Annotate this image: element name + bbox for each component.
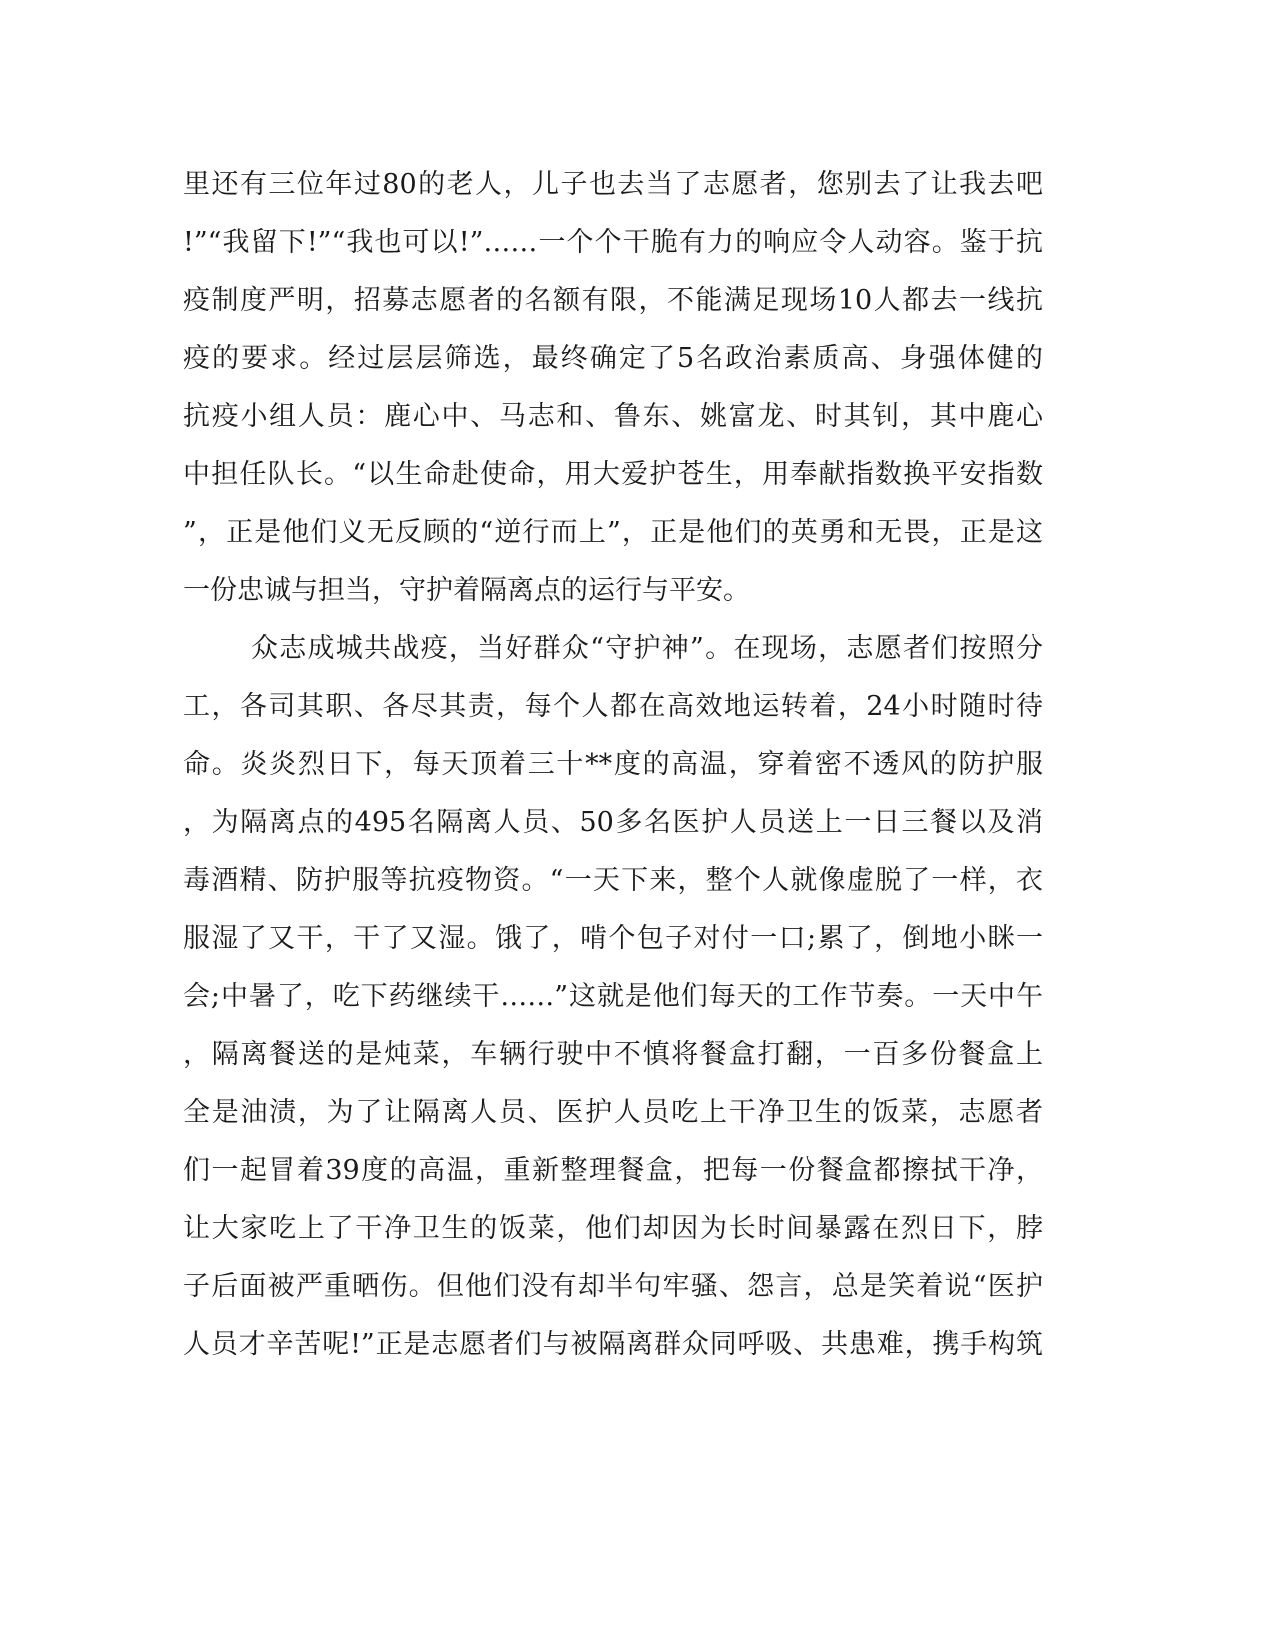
text-line: 们一起冒着39度的高温，重新整理餐盒，把每一份餐盒都擦拭干净，	[183, 1155, 1043, 1186]
text-line: 抗疫小组人员：鹿心中、马志和、鲁东、姚富龙、时其钊，其中鹿心	[183, 401, 1043, 432]
text-line: 全是油渍，为了让隔离人员、医护人员吃上干净卫生的饭菜，志愿者	[183, 1097, 1043, 1128]
text-line: !”“我留下!”“我也可以!”……一个个干脆有力的响应令人动容。鉴于抗	[183, 227, 1043, 258]
text-line: 子后面被严重晒伤。但他们没有却半句牢骚、怨言，总是笑着说“医护	[183, 1271, 1043, 1302]
text-line: 一份忠诚与担当，守护着隔离点的运行与平安。	[183, 575, 750, 606]
text-line: 毒酒精、防护服等抗疫物资。“一天下来，整个人就像虚脱了一样，衣	[183, 865, 1043, 896]
text-line: 会;中暑了，吃下药继续干……”这就是他们每天的工作节奏。一天中午	[183, 981, 1043, 1012]
text-line: 众志成城共战疫，当好群众“守护神”。在现场，志愿者们按照分	[251, 633, 1043, 664]
text-line: ，隔离餐送的是炖菜，车辆行驶中不慎将餐盒打翻，一百多份餐盒上	[183, 1039, 1043, 1070]
text-line: 疫制度严明，招募志愿者的名额有限，不能满足现场10人都去一线抗	[183, 285, 1043, 316]
text-line: 工，各司其职、各尽其责，每个人都在高效地运转着，24小时随时待	[183, 691, 1043, 722]
text-line: 里还有三位年过80的老人，儿子也去当了志愿者，您别去了让我去吧	[183, 169, 1043, 200]
body-text	[183, 160, 1043, 1378]
paragraph-2	[183, 624, 1043, 1378]
text-line: 命。炎炎烈日下，每天顶着三十**度的高温，穿着密不透风的防护服	[183, 749, 1043, 780]
text-line: ”，正是他们义无反顾的“逆行而上”，正是他们的英勇和无畏，正是这	[183, 517, 1043, 548]
text-line: 中担任队长。“以生命赴使命，用大爱护苍生，用奉献指数换平安指数	[183, 459, 1043, 490]
text-line: 服湿了又干，干了又湿。饿了，啃个包子对付一口;累了，倒地小眯一	[183, 923, 1043, 954]
text-line: 让大家吃上了干净卫生的饭菜，他们却因为长时间暴露在烈日下，脖	[183, 1213, 1043, 1244]
text-line: 疫的要求。经过层层筛选，最终确定了5名政治素质高、身强体健的	[183, 343, 1043, 374]
paragraph-1	[183, 160, 1043, 624]
text-line: 人员才辛苦呢!”正是志愿者们与被隔离群众同呼吸、共患难，携手构筑	[183, 1329, 1043, 1360]
text-line: ，为隔离点的495名隔离人员、50多名医护人员送上一日三餐以及消	[183, 807, 1043, 838]
